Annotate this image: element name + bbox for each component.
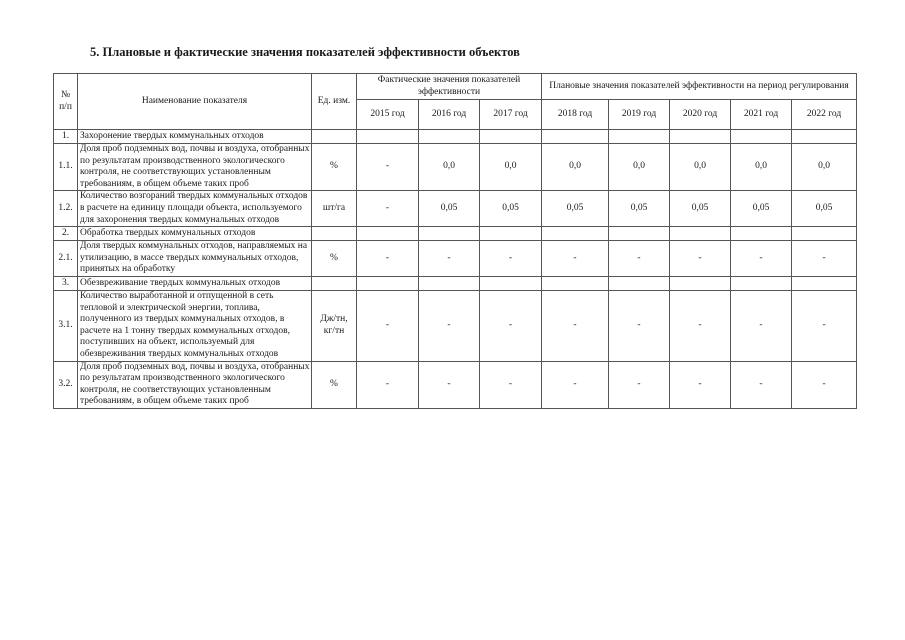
empty-cell (357, 130, 419, 144)
value-cell: - (609, 290, 670, 361)
empty-cell (357, 227, 419, 241)
empty-cell (670, 130, 731, 144)
unit-cell: % (312, 241, 357, 277)
value-cell: 0,05 (731, 191, 792, 227)
value-cell: 0,0 (419, 144, 480, 191)
indicator-name: Доля проб подземных вод, почвы и воздуха, отобранных по результатам производственного экологического контроля, не соответствующих установленным требованиям, в общем объеме таких проб (78, 361, 312, 408)
empty-cell (731, 227, 792, 241)
value-cell: 0,05 (480, 191, 542, 227)
empty-cell (542, 130, 609, 144)
table-row (54, 191, 857, 227)
value-cell: - (609, 241, 670, 277)
header-planned-group: Плановые значения показателей эффективности на период регулирования (542, 74, 857, 100)
value-cell: 0,0 (731, 144, 792, 191)
section-title: Обезвреживание твердых коммунальных отходов (78, 276, 312, 290)
value-cell: 0,05 (419, 191, 480, 227)
indicator-name: Доля твердых коммунальных отходов, направляемых на утилизацию, в массе твердых коммунальных отходов, принятых на обработку (78, 241, 312, 277)
value-cell: - (670, 241, 731, 277)
value-cell: - (542, 241, 609, 277)
section-row (54, 227, 857, 241)
empty-cell (609, 276, 670, 290)
empty-cell (792, 130, 857, 144)
section-row (54, 276, 857, 290)
empty-cell (419, 227, 480, 241)
empty-cell (609, 227, 670, 241)
value-cell: - (731, 361, 792, 408)
header-year: 2016 год (419, 100, 480, 130)
value-cell: - (357, 191, 419, 227)
unit-cell: % (312, 361, 357, 408)
value-cell: - (792, 361, 857, 408)
indicator-name: Доля проб подземных вод, почвы и воздуха, отобранных по результатам производственного экологического контроля, не соответствующих установленным требованиям, в общем объеме таких проб (78, 144, 312, 191)
row-number: 3. (54, 276, 78, 290)
value-cell: 0,05 (792, 191, 857, 227)
value-cell: 0,05 (542, 191, 609, 227)
unit-cell: шт/га (312, 191, 357, 227)
empty-cell (609, 130, 670, 144)
unit-cell: Дж/тн, кг/тн (312, 290, 357, 361)
empty-cell (792, 276, 857, 290)
value-cell: 0,0 (609, 144, 670, 191)
empty-cell (670, 227, 731, 241)
value-cell: - (670, 290, 731, 361)
empty-cell (480, 130, 542, 144)
value-cell: 0,0 (670, 144, 731, 191)
value-cell: 0,05 (609, 191, 670, 227)
empty-cell (312, 227, 357, 241)
section-row (54, 130, 857, 144)
header-actual-group: Фактические значения показателей эффективности (357, 74, 542, 100)
empty-cell (542, 227, 609, 241)
value-cell: - (357, 241, 419, 277)
value-cell: 0,05 (670, 191, 731, 227)
value-cell: - (542, 361, 609, 408)
value-cell: - (357, 361, 419, 408)
empty-cell (419, 276, 480, 290)
header-num: № п/п (54, 74, 78, 130)
document-title: 5. Плановые и фактические значения показателей эффективности объектов (90, 45, 520, 59)
row-number: 1.1. (54, 144, 78, 191)
value-cell: - (731, 241, 792, 277)
value-cell: - (609, 361, 670, 408)
header-year: 2021 год (731, 100, 792, 130)
header-row-top (54, 74, 857, 100)
header-unit: Ед. изм. (312, 74, 357, 130)
header-year: 2015 год (357, 100, 419, 130)
table-row (54, 361, 857, 408)
empty-cell (731, 276, 792, 290)
indicator-name: Количество возгораний твердых коммунальных отходов в расчете на единицу площади объекта, используемого для захоронения твердых коммунальных отходов (78, 191, 312, 227)
value-cell: - (670, 361, 731, 408)
value-cell: - (542, 290, 609, 361)
empty-cell (312, 130, 357, 144)
row-number: 1. (54, 130, 78, 144)
row-number: 1.2. (54, 191, 78, 227)
indicator-name: Количество выработанной и отпущенной в сеть тепловой и электрической энергии, топлива, полученного из твердых коммунальных отходов, в расчете на 1 тонну твердых коммунальных отходов, поступивших на объект, используемый для обезвреживания твердых коммунальных отходов (78, 290, 312, 361)
header-year: 2019 год (609, 100, 670, 130)
value-cell: - (480, 361, 542, 408)
value-cell: - (792, 241, 857, 277)
value-cell: - (357, 290, 419, 361)
value-cell: - (792, 290, 857, 361)
value-cell: - (419, 290, 480, 361)
empty-cell (542, 276, 609, 290)
unit-cell: % (312, 144, 357, 191)
table-row (54, 241, 857, 277)
header-year: 2022 год (792, 100, 857, 130)
empty-cell (731, 130, 792, 144)
section-title: Обработка твердых коммунальных отходов (78, 227, 312, 241)
empty-cell (670, 276, 731, 290)
header-year: 2020 год (670, 100, 731, 130)
empty-cell (357, 276, 419, 290)
header-year: 2017 год (480, 100, 542, 130)
table-row (54, 290, 857, 361)
header-year: 2018 год (542, 100, 609, 130)
value-cell: 0,0 (542, 144, 609, 191)
empty-cell (480, 276, 542, 290)
empty-cell (792, 227, 857, 241)
value-cell: - (419, 361, 480, 408)
empty-cell (480, 227, 542, 241)
value-cell: 0,0 (792, 144, 857, 191)
row-number: 3.2. (54, 361, 78, 408)
empty-cell (419, 130, 480, 144)
value-cell: - (419, 241, 480, 277)
value-cell: - (731, 290, 792, 361)
empty-cell (312, 276, 357, 290)
value-cell: - (357, 144, 419, 191)
row-number: 2. (54, 227, 78, 241)
value-cell: - (480, 290, 542, 361)
kpi-table (53, 73, 857, 409)
value-cell: - (480, 241, 542, 277)
section-title: Захоронение твердых коммунальных отходов (78, 130, 312, 144)
table-row (54, 144, 857, 191)
value-cell: 0,0 (480, 144, 542, 191)
row-number: 2.1. (54, 241, 78, 277)
row-number: 3.1. (54, 290, 78, 361)
header-name: Наименование показателя (78, 74, 312, 130)
